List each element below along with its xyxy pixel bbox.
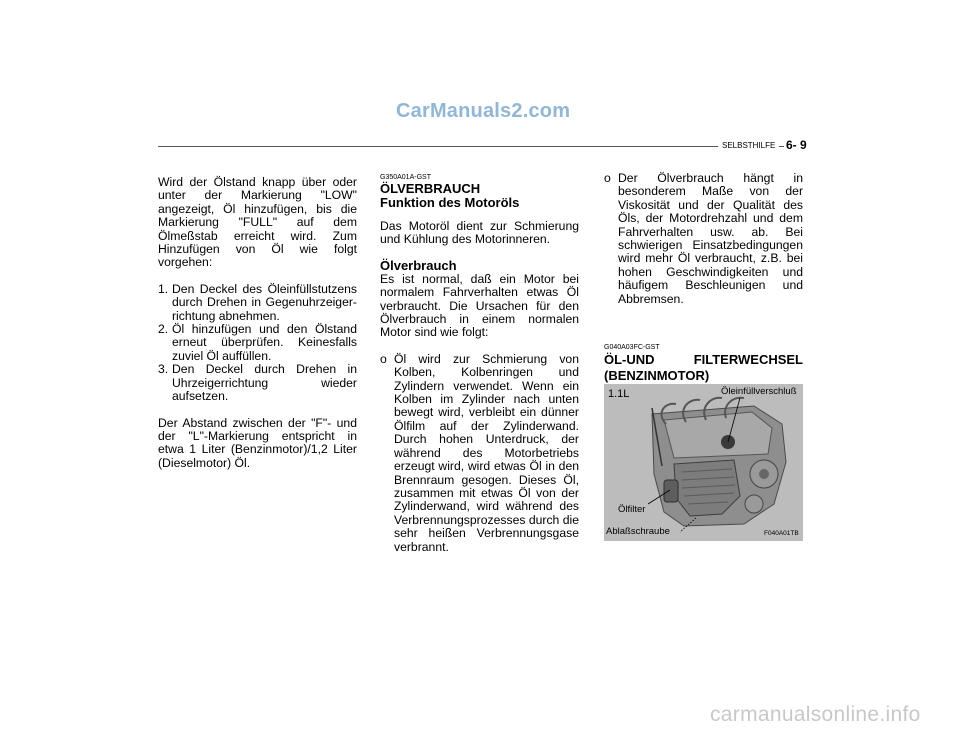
brand-logo-text[interactable]: CarManuals2.com [396,100,571,122]
bullet-item [380,353,579,554]
header-rule [158,146,800,147]
figure-code: F040A01TB [764,530,799,537]
drain-plug-label: Ablaßschraube [606,526,670,537]
step-text: Den Deckel des Öleinfüllstutzens durch Drehen in Gegenuhrzeiger-richtung abnehmen. [172,281,357,323]
step-number: 2. [158,322,169,337]
bullet-text: Öl wird zur Schmierung von Kolben, Kolbenringen und Zylindern verwendet. Wenn ein Kolben im Zylinder nach unten bewegt wird, verbleibt ein dünner Ölfilm auf der Zylinderwand. Durch hohen Unterdruck, der während des Motorbetriebs erzeugt wird, wird etwas Öl in den Brennraum gesogen. Dieses Öl, zusammen mit etwas Öl von der Zylinderwand, wird während des Verbrennungsprozesses durch die sehr heißen Verbrennungsgase verbrannt. [394,351,579,554]
bullet-mark: o [604,171,611,185]
col2-para: Es ist normal, daß ein Motor bei normalem Fahrverhalten etwas Öl verbraucht. Die Ursachen für den Ölverbrauch in einem normalen Motor sind wie folgt: [380,271,579,340]
col1-intro: Wird der Ölstand knapp über oder unter der Markierung "LOW" angezeigt, Öl hinzufügen, bis die Markierung "FULL" auf dem Ölmeßstab erreicht wird. Zum Hinzufügen von Öl wie folgt vorgehen: [158,175,357,270]
page-number: 6- 9 [786,138,807,152]
bullet-text: Der Ölverbrauch hängt in besonderem Maße von der Viskosität und der Qualität des Öls, der Motordrehzahl und dem Fahrverhalten usw. ab. Bei schwierigen Einsatzbedingungen wird mehr Öl verbraucht, z.B. bei hohen Geschwindigkeiten und häufigem Beschleunigen und Abbremsen. [618,171,803,306]
column-3 [604,172,803,384]
section-code: G350A01A-GST [380,174,431,181]
section-label: SELBSTHILFE [718,141,779,150]
step-text: Öl hinzufügen und den Ölstand erneut überprüfen. Keinesfalls zuviel Öl auffüllen. [172,322,357,363]
engine-illustration [604,384,803,541]
step-list [158,283,357,404]
col1-note: Der Abstand zwischen der "F"- und der "L"-Markierung entspricht in etwa 1 Liter (Benzinmotor)/1,2 Liter (Dieselmotor) Öl. [158,415,357,470]
oil-filter-label: Ölfilter [618,504,646,515]
step-item [158,363,357,403]
section-subtitle: Funktion des Motoröls [380,195,520,210]
section-title: ÖL-UND FILTERWECHSEL (BENZINMOTOR) [604,352,803,384]
watermark-text[interactable]: carmanualsonline.info [710,703,921,726]
step-item [158,323,357,363]
section-code: G040A03FC-GST [604,344,660,352]
section-title: ÖLVERBRAUCH [380,181,481,196]
step-text: Den Deckel durch Drehen in Uhrzeigerrichtung wieder aufsetzen. [172,362,357,404]
oil-fill-cap-label: Öleinfüllverschluß [721,386,797,397]
bullet-mark: o [380,351,387,366]
step-item [158,283,357,323]
column-1 [158,176,357,470]
engine-figure [604,384,803,541]
column-2 [380,174,579,554]
step-number: 1. [158,281,169,296]
step-number: 3. [158,362,169,377]
engine-variant-label: 1.1L [608,388,630,400]
bullet-item [604,172,803,306]
subheading-oelverbrauch: Ölverbrauch [380,257,457,273]
col2-intro: Das Motoröl dient zur Schmierung und Kühlung des Motorinneren. [380,219,579,247]
